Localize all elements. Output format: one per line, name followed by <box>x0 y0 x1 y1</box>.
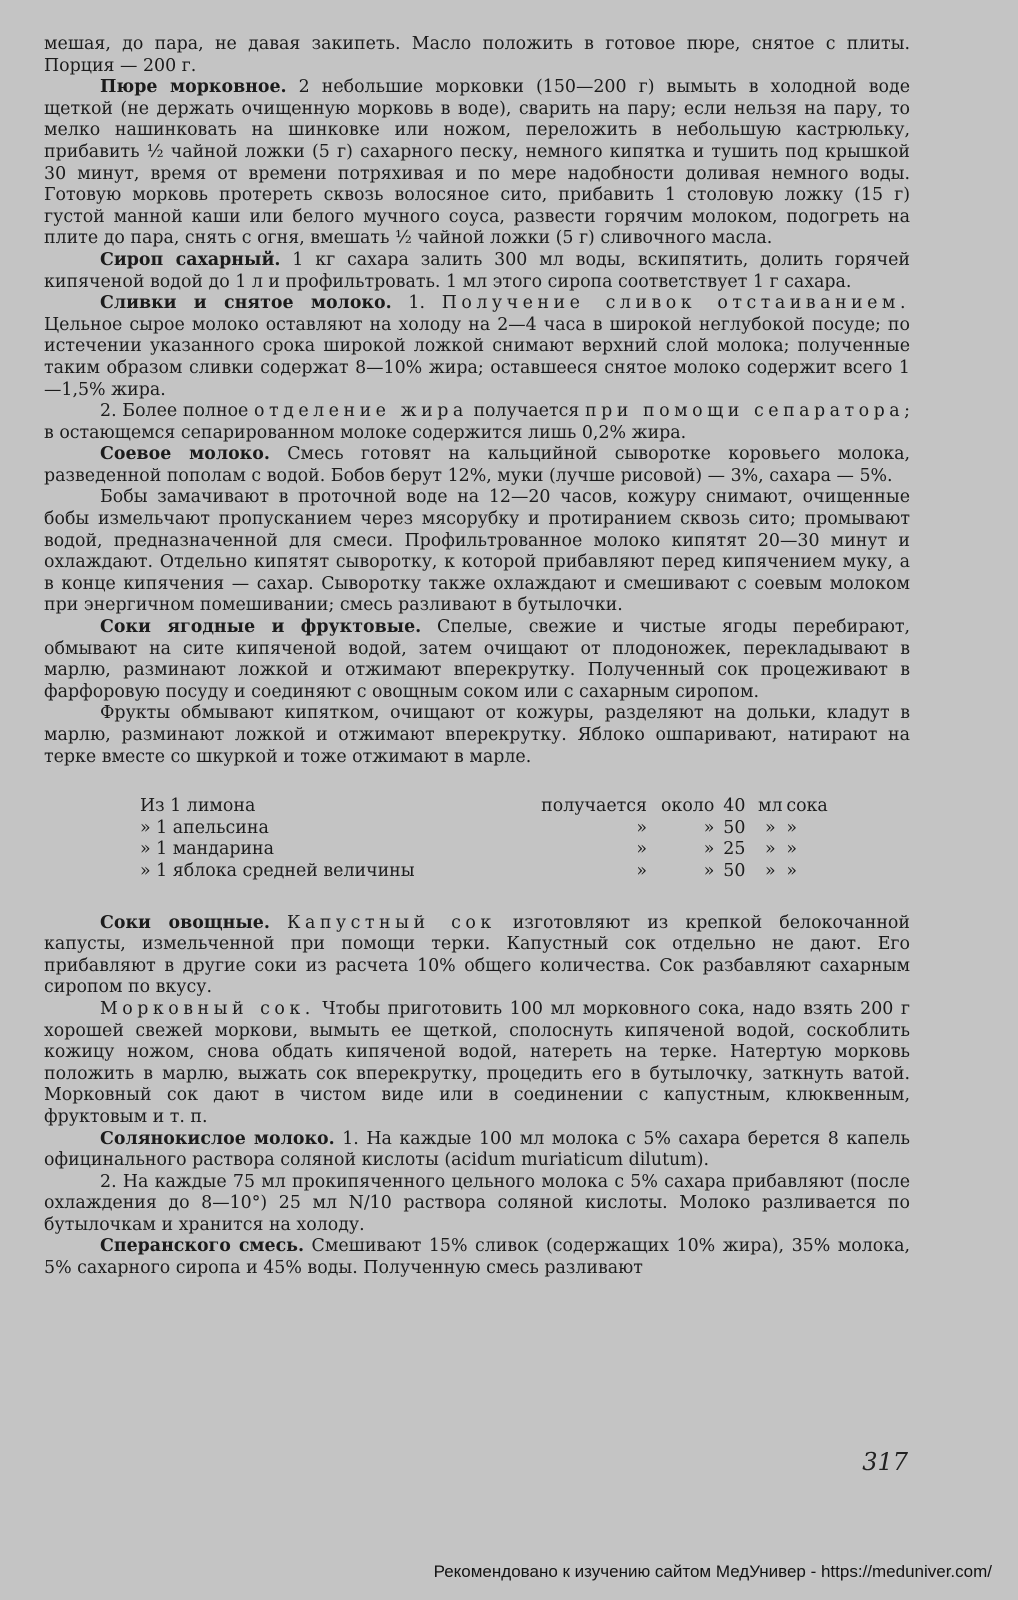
recipe-heading: Соевое молоко. <box>100 444 270 465</box>
recipe-hydrochloric-milk: Солянокислое молоко. 1. На каждые 100 мл молока с 5% сахара берется 8 капель официнального раствора соляной кислоты (acidum muriaticum dilutum). <box>44 1128 911 1171</box>
recipe-fruit-method: Фрукты обмывают кипятком, очищают от кожуры, разделяют на дольки, кладут в марлю, разминают ложкой и отжимают вперекрутку. Яблоко ошпаривают, натирают на терке вместе со шкуркой и тоже отжимают в марле. <box>44 703 910 767</box>
footer-recommendation: Рекомендовано к изучению сайтом МедУнивер - https://meduniver.com/ <box>433 1562 992 1581</box>
recipe-berry-fruit-juice: Соки ягодные и фруктовые. Спелые, свежие и чистые ягоды перебирают, обмывают на сите кипяченой водой, затем очищают от плодоножек, перекладывают в марлю, разминают ложкой и отжимают вперекрутку. Полученный сок процеживают в фарфоровую посуду и соединяют с овощным соком или с сахарным сиропом. <box>44 617 910 702</box>
recipe-separator: 2. Более полное отделение жира получается при помощи сепаратора; в остающемся сепарированном молоке содержится лишь 0,2% жира. <box>44 401 910 443</box>
recipe-carrot-juice: Морковный сок. Чтобы приготовить 100 мл морковного сока, надо взять 200 г хорошей свежей моркови, вымыть ее щеткой, сполоснуть кипяченой водой, соскоблить кожицу ножом, снова обдать кипяченой водой, натереть на терке. Натертую морковь положить в марлю, выжать сок вперекрутку, процедить его в бутылочку, заткнуть ватой. Морковный сок дают в чистом виде или в соединении с капустным, клюквенным, фруктовым и т. п. <box>44 998 910 1127</box>
recipe-heading: Сливки и снятое молоко. <box>100 293 392 314</box>
recipe-carrot-puree: Пюре морковное. 2 небольшие морковки (150—200 г) вымыть в холодной воде щеткой (не держать очищенную морковь в воде), сварить на пару; если нельзя на пару, то мелко нашинковать на шинковке или ножом, переложить в небольшую кастрюльку, прибавить ½ чайной ложки (5 г) сахарного песку, немного кипятка и тушить под крышкой 30 минут, время от времени потряхивая и по мере надобности доливая немного воды. Готовую морковь протереть сквозь волосяное сито, прибавить 1 столовую ложку (15 г) густой манной каши или белого мучного соуса, развести горячим молоком, подогреть на плите до пара, снять с огня, вмешать ½ чайной ложки (5 г) сливочного масла. <box>44 77 910 249</box>
recipe-speransky-mix: Сперанского смесь. Смешивают 15% сливок (содержащих 10% жира), 35% молока, 5% сахарного сиропа и 45% воды. Полученную смесь разливают <box>44 1236 910 1279</box>
table-row: » 1 яблока средней величины » » 50 » » <box>140 860 797 881</box>
recipe-sugar-syrup: Сироп сахарный. 1 кг сахара залить 300 мл воды, вскипятить, долить горячей кипяченой водой до 1 л и профильтровать. 1 мл этого сиропа соответствует 1 г сахара. <box>44 249 910 292</box>
recipe-soy-milk: Соевое молоко. Смесь готовят на кальцийной сыворотке коровьего молока, разведенной пополам с водой. Бобов берут 12%, муки (лучше рисовой) — 3%, сахара — 5%. <box>44 444 910 486</box>
recipe-heading: Соки овощные. <box>100 912 270 933</box>
page-body <box>44 34 910 1280</box>
recipe-soy-milk-method: Бобы замачивают в проточной воде на 12—20 часов, кожуру снимают, очищенные бобы измельчают пропусканием через мясорубку и протиранием сквозь сито; промывают водой, предназначенной для смеси. Профильтрованное молоко кипятят 20—30 минут и охлаждают. Отдельно кипятят сыворотку, к которой прибавляют перед кипячением муку, а в конце кипячения — сахар. Сыворотку также охлаждают и смешивают с соевым молоком при энергичном помешивании; смесь разливают в бутылочки. <box>44 487 910 616</box>
juice-yield-table <box>140 796 834 882</box>
recipe-heading: Солянокислое молоко. <box>100 1128 335 1149</box>
recipe-vegetable-juice: Соки овощные. Капустный сок изготовляют из крепкой белокочанной капусты, измельченной при помощи терки. Капустный сок отдельно не дают. Его прибавляют в другие соки из расчета 10% общего количества. Сок разбавляют сахарным сиропом по вкусу. <box>44 912 910 998</box>
table-row: » 1 апельсина » » 50 » » <box>140 817 797 838</box>
table-row: Из 1 лимона получается около 40 мл сока <box>140 796 828 817</box>
recipe-heading: Сироп сахарный. <box>100 249 281 270</box>
recipe-heading: Сперанского смесь. <box>100 1236 305 1257</box>
page-number: 317 <box>862 1448 908 1476</box>
paragraph-continuation: мешая, до пара, не давая закипеть. Масло положить в готовое пюре, снятое с плиты. Порция — 200 г. <box>44 34 910 76</box>
recipe-heading: Соки ягодные и фруктовые. <box>100 617 422 638</box>
recipe-cream-skim-milk: Сливки и снятое молоко. 1. Получение сливок отстаиванием. Цельное сырое молоко оставляют на холоду на 2—4 часа в широкой неглубокой посуде; по истечении указанного срока широкой ложкой снимают верхний слой молока; полученные таким образом сливки содержат 8—10% жира; оставшееся снятое молоко содержит всего 1—1,5% жира. <box>44 293 910 400</box>
table-row: » 1 мандарина » » 25 » » <box>140 839 797 860</box>
recipe-heading: Пюре морковное. <box>100 77 287 98</box>
recipe-hydrochloric-milk-2: 2. На каждые 75 мл прокипяченного цельного молока с 5% сахара прибавляют (после охлаждения до 8—10°) 25 мл N/10 раствора соляной кислоты. Молоко разливается по бутылочкам и хранится на холоду. <box>44 1171 910 1235</box>
